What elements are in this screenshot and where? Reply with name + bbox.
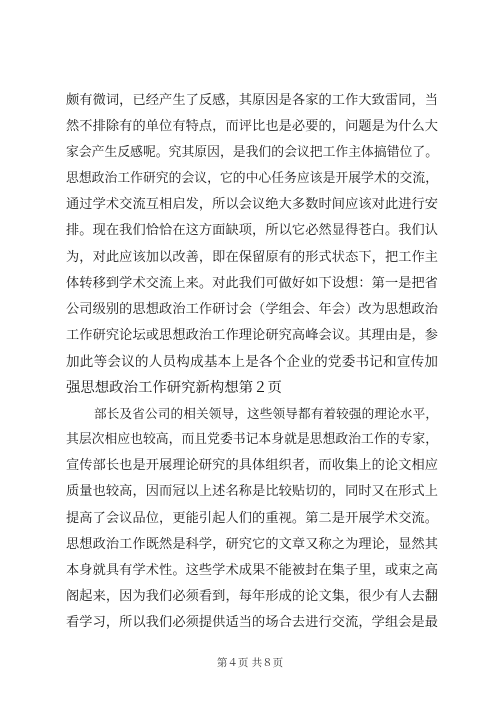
text-line: 公司级别的思想政治工作研讨会（学组会、年会）改为思想政治: [66, 301, 438, 317]
text-line: 工作研究论坛或思想政治工作理论研究高峰会议。其理由是，参: [66, 327, 438, 343]
text-line: 阁起来，因为我们必须看到，每年形成的论文集，很少有人去翻: [66, 588, 438, 604]
text-line: 看学习，所以我们必须提供适当的场合去进行交流，学组会是最: [66, 614, 438, 630]
text-line: 质量也较高，因而冠以上述名称是比较贴切的，同时又在形式上: [66, 484, 438, 500]
text-line: 排。现在我们恰恰在这方面缺项，所以它必然显得苍白。我们认: [66, 223, 438, 239]
text-line: 然不排除有的单位有特点，而评比也是必要的，问题是为什么大: [66, 119, 438, 135]
body-text: [66, 88, 438, 636]
text-line: 颇有微词，已经产生了反感，其原因是各家的工作大致雷同，当: [66, 93, 438, 108]
paragraph-first-line: 部长及省公司的相关领导，这些领导都有着较强的理论水平，: [94, 406, 438, 422]
page-footer: 第４页 共８页: [216, 657, 284, 669]
text-line: 强思想政治工作研究新构想第２页: [66, 380, 282, 397]
text-line: 为，对此应该加以改善，即在保留原有的形式状态下，把工作主: [66, 249, 438, 265]
text-line: 本身就具有学术性。这些学术成果不能被封在集子里，或束之高: [66, 562, 438, 578]
text-line: 加此等会议的人员构成基本上是各个企业的党委书记和宣传加: [66, 353, 438, 370]
text-line: 宣传部长也是开展理论研究的具体组织者，而收集上的论文相应: [66, 458, 438, 474]
text-line: 提高了会议品位，更能引起人们的重视。第二是开展学术交流。: [66, 510, 438, 526]
text-line: 思想政治工作既然是科学，研究它的文章又称之为理论，显然其: [66, 536, 438, 552]
text-line: 其层次相应也较高，而且党委书记本身就是思想政治工作的专家，: [66, 432, 438, 448]
text-line: 家会产生反感呢。究其原因，是我们的会议把工作主体搞错位了。: [66, 145, 438, 161]
text-line: 通过学术交流互相启发，所以会议绝大多数时间应该对此进行安: [66, 197, 438, 213]
text-line: 体转移到学术交流上来。对此我们可做好如下设想：第一是把省: [66, 275, 438, 291]
text-line: 思想政治工作研究的会议，它的中心任务应该是开展学术的交流，: [66, 171, 438, 187]
